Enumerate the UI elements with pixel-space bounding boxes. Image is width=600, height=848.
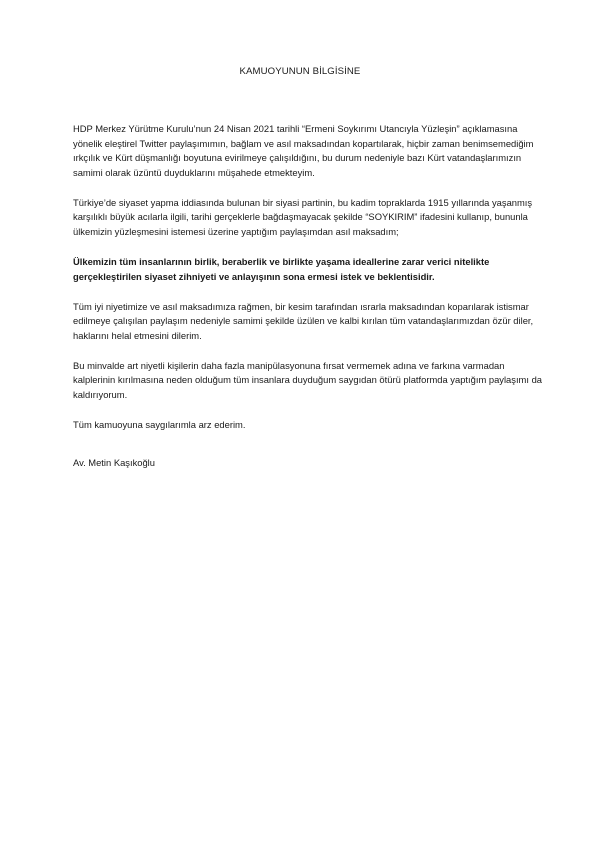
paragraph-4: Tüm iyi niyetimize ve asıl maksadımıza rağmen, bir kesim tarafından ısrarla maksadından koparılarak istismar edilmeye çalışılan paylaşım nedeniyle samimi şekilde üzülen ve kalbi kırılan tüm vatandaşlarımızdan özür diler, haklarını helal etmesini dilerim. <box>73 300 534 341</box>
document-title: KAMUOYUNUN BİLGİSİNE <box>239 66 361 77</box>
paragraph-2: Türkiye’de siyaset yapma iddiasında bulunan bir siyasi partinin, bu kadim topraklarda 1915 yıllarında yaşanmış karşılıklı büyük acılarla ilgili, tarihi gerçeklerle bağdaşmayacak şekilde “SOYKIRIM” ifadesini kullanıp, bununla ülkemizin yüzleşmesini istemesi üzerine yaptığım paylaşımdan asıl maksadım; <box>73 196 533 237</box>
paragraph-6-closing: Tüm kamuoyuna saygılarımla arz ederim. <box>73 418 246 430</box>
document-body <box>73 122 543 448</box>
paragraph-1: HDP Merkez Yürütme Kurulu’nun 24 Nisan 2021 tarihli “Ermeni Soykırımı Utancıyla Yüzleşin” açıklamasına yönelik eleştirel Twitter paylaşımımın, bağlam ve asıl maksadından kopartılarak, hiçbir zaman benimsemediğim ırkçılık ve Kürt düşmanlığı boyutuna evirilmeye çalışıldığını, bu durum nedeniyle bazı Kürt vatandaşlarımızın samimi olarak üzüntü duyduklarını müşahede etmekteyim. <box>73 123 534 178</box>
paragraph-3-bold: Ülkemizin tüm insanlarının birlik, beraberlik ve birlikte yaşama ideallerine zarar verici nitelikte gerçekleştirilen siyaset zihniyeti ve anlayışının sona ermesi istek ve beklentisidir. <box>73 255 490 282</box>
paragraph-5: Bu minvalde art niyetli kişilerin daha fazla manipülasyonuna fırsat vermemek adına ve farkına varmadan kalplerinin kırılmasına neden olduğum tüm insanlara duyduğum saygıdan ötürü platformda yaptığım paylaşımı da kaldırıyorum. <box>73 359 543 400</box>
signature: Av. Metin Kaşıkoğlu <box>73 457 155 468</box>
